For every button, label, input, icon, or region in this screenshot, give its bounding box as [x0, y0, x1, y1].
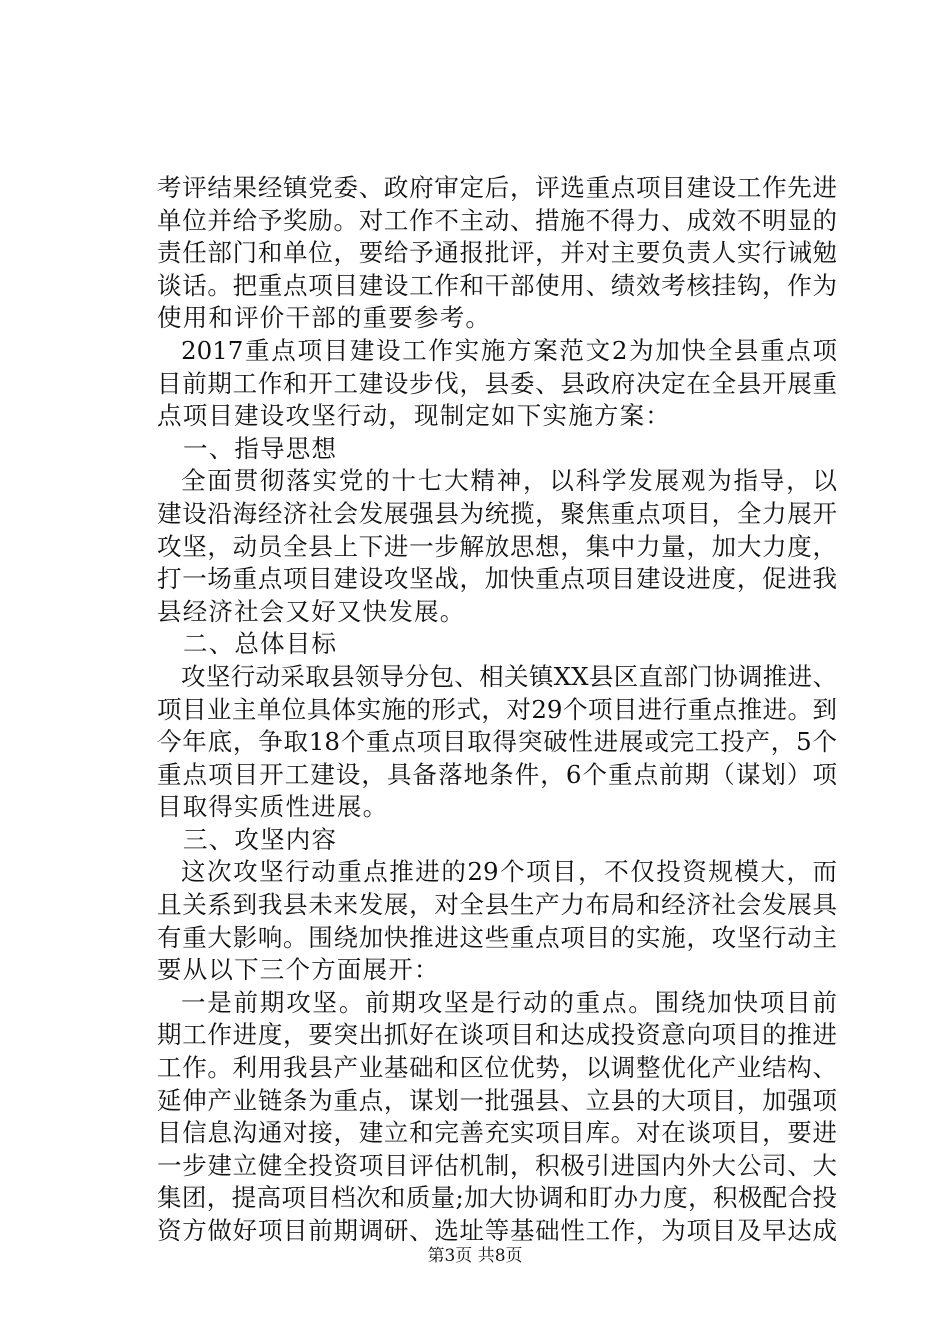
- text-line: 项目业主单位具体实施的形式，对29个项目进行重点推进。到: [157, 694, 837, 724]
- text-line: 点项目建设攻坚行动，现制定如下实施方案：: [157, 401, 671, 431]
- text-line: 有重大影响。围绕加快推进这些重点项目的实施，攻坚行动主: [157, 922, 837, 952]
- text-line: 全面贯彻落实党的十七大精神，以科学发展观为指导，以: [181, 466, 837, 496]
- text-line: 且关系到我县未来发展，对全县生产力布局和经济社会发展具: [157, 890, 837, 920]
- text-line: 目前期工作和开工建设步伐，县委、县政府决定在全县开展重: [157, 368, 837, 398]
- section-heading: 二、总体目标: [183, 629, 338, 659]
- text-line: 目信息沟通对接，建立和完善充实项目库。对在谈项目，要进: [157, 1118, 837, 1148]
- text-line: 一步建立健全投资项目评估机制，积极引进国内外大公司、大: [157, 1150, 837, 1180]
- page-footer: 第3页 共8页: [427, 1246, 523, 1266]
- text-line: 延伸产业链条为重点，谋划一批强县、立县的大项目，加强项: [157, 1085, 837, 1115]
- text-line: 攻坚，动员全县上下进一步解放思想，集中力量，加大力度，: [157, 531, 837, 561]
- text-line: 攻坚行动采取县领导分包、相关镇XX县区直部门协调推进、: [181, 661, 837, 691]
- section-heading: 三、攻坚内容: [183, 824, 338, 854]
- section-heading: 一、指导思想: [183, 433, 338, 463]
- text-line: 谈话。把重点项目建设工作和干部使用、绩效考核挂钩，作为: [157, 270, 837, 300]
- text-line: 目取得实质性进展。: [157, 792, 389, 822]
- text-line: 今年底，争取18个重点项目取得突破性进展或完工投产，5个: [157, 727, 837, 757]
- text-line: 单位并给予奖励。对工作不主动、措施不得力、成效不明显的: [157, 205, 837, 235]
- text-line: 期工作进度，要突出抓好在谈项目和达成投资意向项目的推进: [157, 1020, 837, 1050]
- text-line: 2017重点项目建设工作实施方案范文2为加快全县重点项: [181, 335, 837, 365]
- text-line: 这次攻坚行动重点推进的29个项目，不仅投资规模大，而: [181, 857, 837, 887]
- text-line: 要从以下三个方面展开：: [157, 955, 440, 985]
- text-line: 打一场重点项目建设攻坚战，加快重点项目建设进度，促进我: [157, 564, 837, 594]
- text-line: 县经济社会又好又快发展。: [157, 596, 466, 626]
- text-line: 责任部门和单位，要给予通报批评，并对主要负责人实行诫勉: [157, 238, 837, 268]
- text-line: 重点项目开工建设，具备落地条件，6个重点前期（谋划）项: [157, 759, 837, 789]
- text-line: 工作。利用我县产业基础和区位优势，以调整优化产业结构、: [157, 1053, 837, 1083]
- text-line: 建设沿海经济社会发展强县为统揽，聚焦重点项目，全力展开: [157, 498, 837, 528]
- text-line: 一是前期攻坚。前期攻坚是行动的重点。围绕加快项目前: [181, 987, 837, 1017]
- text-line: 使用和评价干部的重要参考。: [157, 303, 492, 333]
- text-line: 集团，提高项目档次和质量;加大协调和盯办力度，积极配合投: [157, 1183, 837, 1213]
- text-line: 资方做好项目前期调研、选址等基础性工作，为项目及早达成: [157, 1216, 837, 1245]
- text-line: 考评结果经镇党委、政府审定后，评选重点项目建设工作先进: [157, 173, 837, 202]
- document-body: [157, 172, 837, 1248]
